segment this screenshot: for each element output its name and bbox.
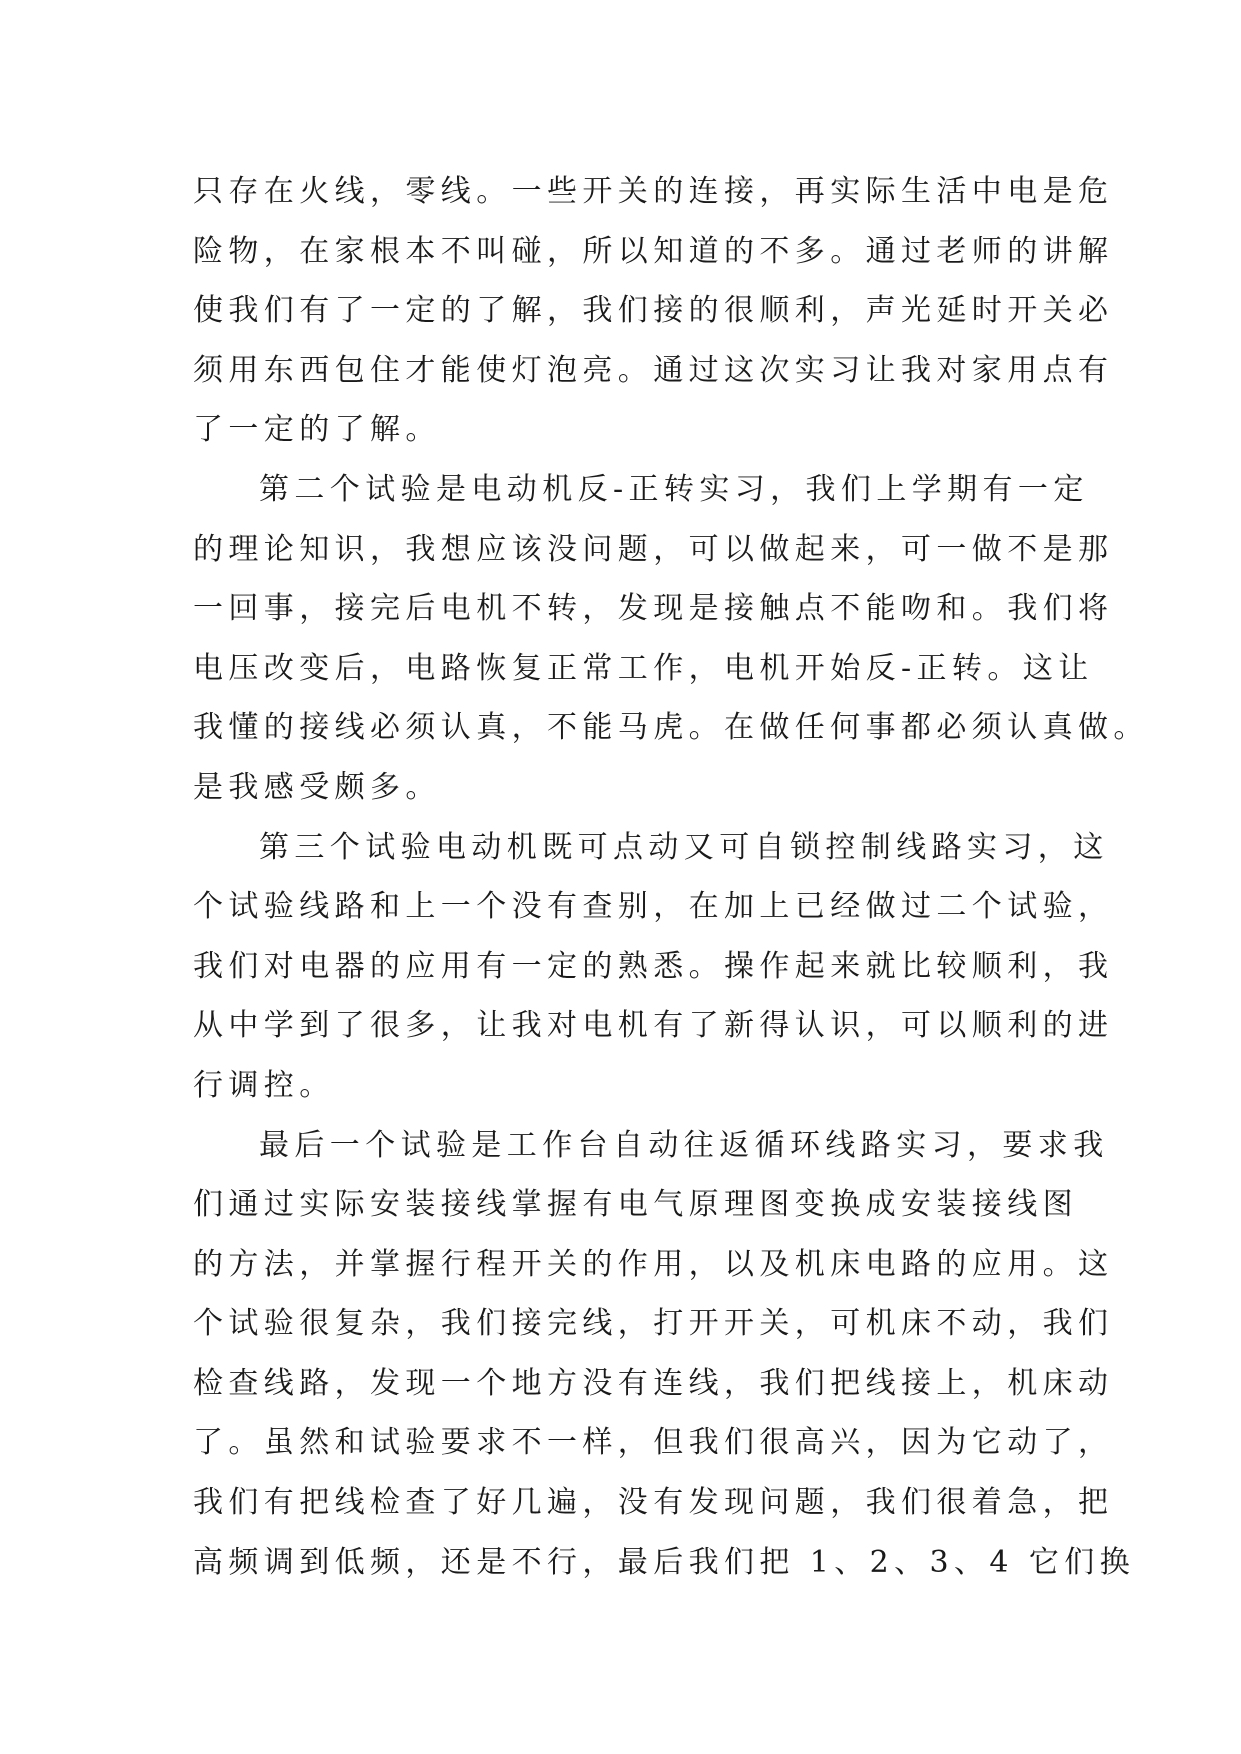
body-text — [193, 162, 1149, 1592]
text-line: 检查线路，发现一个地方没有连线，我们把线接上，机床动 — [193, 1365, 1114, 1401]
text-line: 电压改变后，电路恢复正常工作，电机开始反-正转。这让 — [193, 650, 1094, 686]
text-line: 须用东西包住才能使灯泡亮。通过这次实习让我对家用点有 — [193, 352, 1114, 388]
paragraph-first-line: 第三个试验电动机既可点动又可自锁控制线路实习，这 — [259, 829, 1109, 865]
text-line: 只存在火线，零线。一些开关的连接，再实际生活中电是危 — [193, 174, 1114, 209]
text-line: 们通过实际安装接线掌握有电气原理图变换成安装接线图 — [193, 1187, 1078, 1223]
text-line: 我们有把线检查了好几遍，没有发现问题，我们很着急，把 — [193, 1485, 1114, 1521]
text-line: 使我们有了一定的了解，我们接的很顺利，声光延时开关必 — [193, 293, 1114, 329]
paragraph-first-line: 第二个试验是电动机反-正转实习，我们上学期有一定 — [259, 471, 1089, 507]
text-line: 了。虽然和试验要求不一样，但我们很高兴，因为它动了， — [193, 1425, 1114, 1461]
text-line: 了一定的了解。 — [193, 412, 441, 448]
text-line: 险物，在家根本不叫碰，所以知道的不多。通过老师的讲解 — [193, 233, 1114, 269]
text-line: 的方法，并掌握行程开关的作用，以及机床电路的应用。这 — [193, 1246, 1114, 1282]
text-line: 的理论知识，我想应该没问题，可以做起来，可一做不是那 — [193, 531, 1114, 567]
text-line: 一回事，接完后电机不转，发现是接触点不能吻和。我们将 — [193, 591, 1114, 627]
text-line: 我懂的接线必须认真，不能马虎。在做任何事都必须认真做。 — [193, 710, 1149, 746]
paragraph-first-line: 最后一个试验是工作台自动往返循环线路实习，要求我 — [259, 1127, 1109, 1163]
text-line: 高频调到低频，还是不行，最后我们把 1、2、3、4 它们换 — [193, 1544, 1136, 1580]
text-line: 行调控。 — [193, 1067, 335, 1103]
text-line: 个试验很复杂，我们接完线，打开开关，可机床不动，我们 — [193, 1306, 1114, 1342]
text-line: 是我感受颇多。 — [193, 769, 441, 805]
text-line: 个试验线路和上一个没有查别，在加上已经做过二个试验， — [193, 889, 1114, 925]
text-line: 从中学到了很多，让我对电机有了新得认识，可以顺利的进 — [193, 1008, 1114, 1044]
text-line: 我们对电器的应用有一定的熟悉。操作起来就比较顺利，我 — [193, 948, 1114, 984]
